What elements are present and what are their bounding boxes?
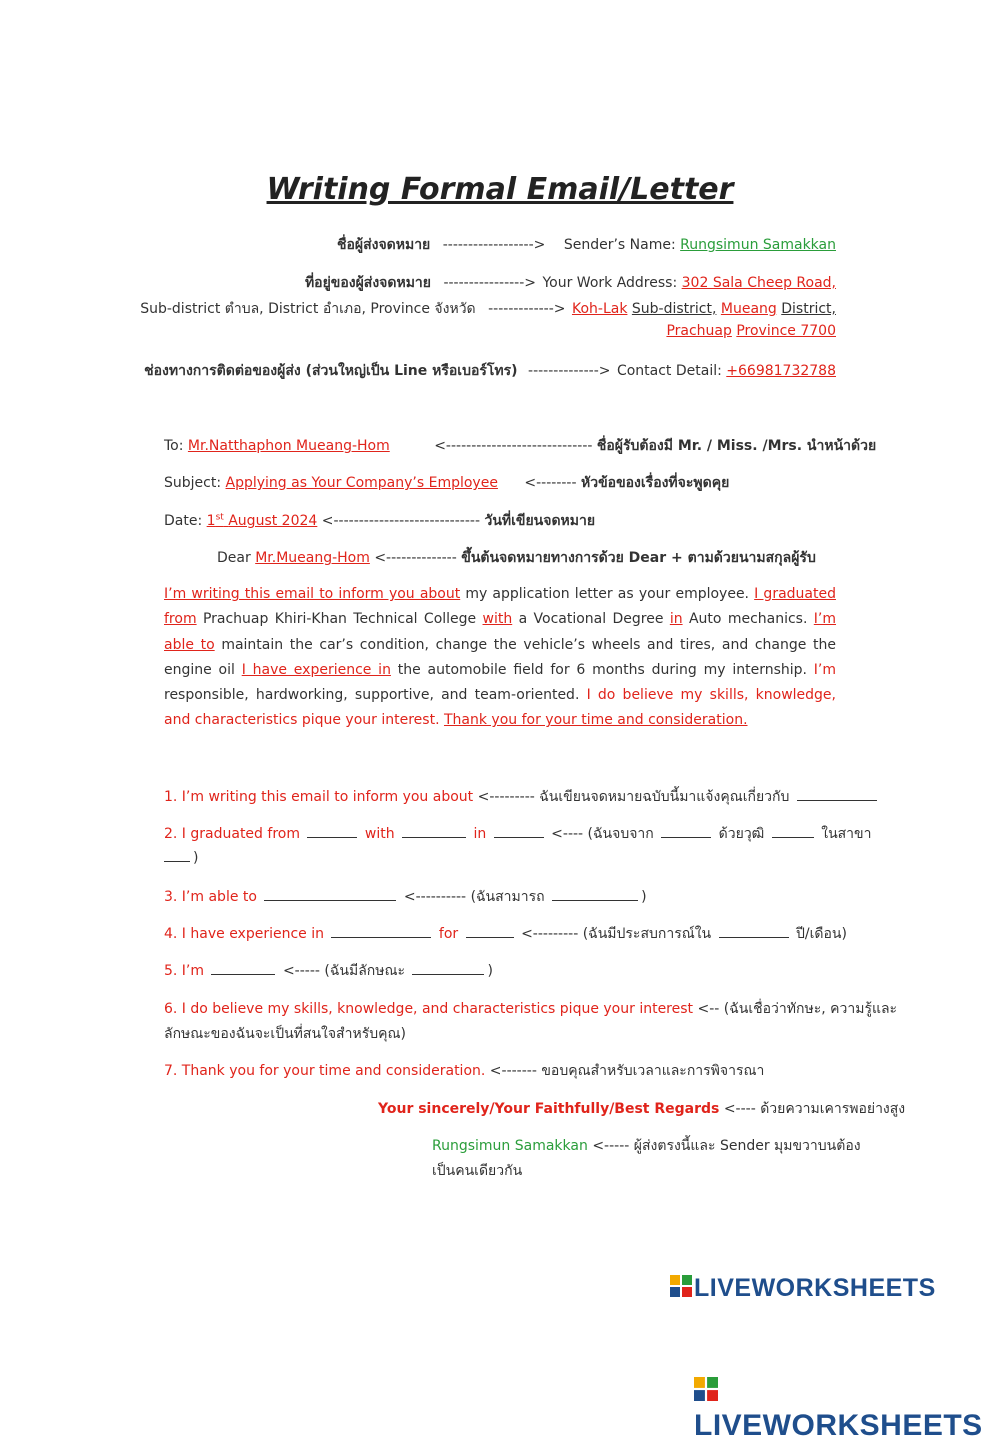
phrase-th: (ฉันมีลักษณะ	[324, 963, 405, 979]
sender-address-line-3	[666, 323, 836, 339]
phrase-th: (ฉันสามารถ	[470, 889, 545, 905]
answer-blank[interactable]	[661, 825, 711, 838]
phrase-en: 2. I graduated from	[164, 826, 300, 842]
date-value: 1st August 2024	[206, 512, 318, 529]
key-phrase-2: I graduated from	[164, 586, 836, 628]
arrow: ------------->	[488, 301, 566, 317]
arrow: <-----------------------------	[434, 438, 593, 454]
arrow: -------------->	[528, 363, 611, 379]
signature-line-cont	[432, 1160, 522, 1182]
date-line	[164, 510, 595, 532]
logo-icon	[670, 1275, 692, 1304]
signature-line	[432, 1135, 861, 1157]
phrase-th: ในสาขา	[821, 826, 872, 842]
sender-contact-value: +66981732788	[726, 363, 836, 379]
phrase-item-7	[164, 1060, 764, 1082]
answer-blank[interactable]	[494, 825, 544, 838]
answer-blank[interactable]	[402, 825, 466, 838]
arrow: ---------------->	[443, 275, 537, 291]
date-label: Date:	[164, 513, 203, 529]
subdistrict-label: Sub-district,	[631, 301, 717, 317]
logo-icon	[694, 1375, 718, 1409]
answer-blank[interactable]	[797, 788, 877, 801]
phrase-th: ด้วยวุฒิ	[718, 826, 765, 842]
body-text: maintain the car’s condition, change the vehicle’s wheels and tires, and change the engine oil	[164, 636, 836, 678]
phrase-item-2-cont	[164, 849, 198, 866]
arrow: <-------	[489, 1063, 537, 1079]
dear-line	[217, 547, 816, 569]
district-label: District,	[781, 301, 836, 317]
body-text: a Vocational Degree	[512, 611, 670, 628]
answer-blank[interactable]	[719, 925, 789, 938]
answer-blank[interactable]	[552, 888, 638, 901]
phrase-en: 1. I’m writing this email to inform you about	[164, 789, 474, 805]
letter-body	[164, 582, 836, 734]
body-text: the automobile field for 6 months during my internship.	[390, 661, 814, 678]
subject-label: Subject:	[164, 475, 222, 491]
district-name: Mueang	[720, 301, 777, 317]
arrow: <-----	[592, 1138, 630, 1154]
sender-name-line	[337, 234, 836, 256]
subject-note: หัวข้อของเรื่องที่จะพูดคุย	[581, 475, 730, 491]
phrase-item-4	[164, 923, 847, 945]
phrase-en: 4. I have experience in	[164, 926, 324, 942]
key-phrase-7: Thank you for your time and consideration.	[443, 712, 748, 729]
phrase-th: (ฉันมีประสบการณ์ใน	[582, 926, 712, 942]
sender-contact-line	[144, 360, 836, 382]
key-phrase-with: with	[482, 611, 513, 628]
phrase-th: (ฉันเชื่อว่าทักษะ, ความรู้และ	[723, 1001, 898, 1017]
answer-blank[interactable]	[164, 849, 190, 862]
phrase-th: ปี/เดือน)	[796, 926, 847, 942]
phrase-en: 6. I do believe my skills, knowledge, and characteristics pique your interest	[164, 1001, 694, 1017]
sender-address-label-en: Your Work Address:	[542, 275, 678, 291]
logo-text: LIVEWORKSHEETS	[694, 1409, 983, 1443]
sender-address-line-2	[140, 298, 836, 320]
phrase-th: )	[641, 889, 647, 905]
dear-value: Mr.Mueang-Hom	[255, 550, 370, 566]
arrow: <----	[551, 826, 584, 842]
arrow: <---------	[477, 789, 535, 805]
arrow: <----------	[403, 889, 467, 905]
to-line	[164, 435, 876, 457]
body-text: Prachuap Khiri-Khan Technical College	[196, 611, 483, 628]
arrow: <---------	[521, 926, 579, 942]
body-text: responsible, hardworking, supportive, and team-oriented.	[164, 687, 587, 704]
arrow: <-----------------------------	[321, 513, 480, 529]
dear-label: Dear	[217, 550, 251, 566]
phrase-th: )	[193, 850, 199, 866]
phrase-th: )	[487, 963, 493, 979]
logo-text: LIVEWORKSHEETS	[694, 1274, 936, 1302]
arrow: <-----	[282, 963, 320, 979]
subject-line	[164, 472, 729, 494]
sender-contact-label-th: ช่องทางการติดต่อของผู้ส่ง (ส่วนใหญ่เป็น Line หรือเบอร์โทร)	[144, 363, 518, 379]
answer-blank[interactable]	[307, 825, 357, 838]
answer-blank[interactable]	[211, 962, 275, 975]
sender-address-value-1: 302 Sala Cheep Road,	[681, 275, 836, 291]
key-phrase-in: in	[669, 611, 683, 628]
sender-name-value: Rungsimun Samakkan	[680, 237, 836, 253]
arrow: <--------	[524, 475, 577, 491]
phrase-item-6-cont	[164, 1023, 406, 1045]
closing-note: ด้วยความเคารพอย่างสูง	[760, 1101, 906, 1117]
body-text: my application letter as your employee.	[460, 586, 755, 602]
arrow: <--------------	[374, 550, 457, 566]
phrase-en: 5. I’m	[164, 963, 205, 979]
subject-value: Applying as Your Company’s Employee	[225, 475, 498, 491]
sender-name-label-en: Sender’s Name:	[563, 237, 676, 253]
sender-contact-label-en: Contact Detail:	[616, 363, 722, 379]
phrase-en: for	[438, 926, 459, 942]
key-phrase-4: I have experience in	[241, 661, 391, 678]
key-phrase-6: I do believe my skills, knowledge, and characteristics pique your interest.	[164, 687, 836, 729]
closing-line	[378, 1098, 905, 1120]
answer-blank[interactable]	[466, 925, 514, 938]
key-phrase-3: I’m able to	[164, 611, 837, 653]
key-phrase-5: I’m	[813, 661, 836, 678]
subdistrict-name: Koh-Lak	[571, 301, 628, 317]
answer-blank[interactable]	[331, 925, 431, 938]
sender-address-line-1	[305, 272, 836, 294]
phrase-th: ขอบคุณสำหรับเวลาและการพิจารณา	[541, 1063, 765, 1079]
closing-phrase: Your sincerely/Your Faithfully/Best Regards	[378, 1101, 720, 1117]
signature-note: ผู้ส่งตรงนี้และ Sender มุมขวาบนต้อง	[633, 1138, 861, 1154]
phrase-en: in	[473, 826, 487, 842]
body-text: Auto mechanics.	[682, 611, 814, 628]
liveworksheets-logo	[670, 1274, 936, 1304]
phrase-th: ลักษณะของฉันจะเป็นที่สนใจสำหรับคุณ)	[164, 1026, 406, 1042]
phrase-en: with	[364, 826, 395, 842]
arrow: <----	[723, 1101, 756, 1117]
sender-address-hint: Sub-district ตำบล, District อำเภอ, Province จังหวัด	[140, 301, 476, 317]
date-note: วันที่เขียนจดหมาย	[484, 513, 596, 529]
province-label: Province 7700	[736, 323, 836, 339]
phrase-item-1	[164, 786, 880, 808]
phrase-en: 3. I’m able to	[164, 889, 257, 905]
phrase-item-5	[164, 960, 493, 982]
signature-name: Rungsimun Samakkan	[432, 1138, 588, 1154]
phrase-item-3	[164, 886, 647, 908]
phrase-en: 7. Thank you for your time and consideration.	[164, 1063, 486, 1079]
province-name: Prachuap	[666, 323, 732, 339]
arrow: ------------------>	[442, 237, 546, 253]
answer-blank[interactable]	[772, 825, 814, 838]
to-label: To:	[164, 438, 184, 454]
to-note: ชื่อผู้รับต้องมี Mr. / Miss. /Mrs. นำหน้าด้วย	[596, 438, 877, 454]
to-value: Mr.Natthaphon Mueang-Hom	[187, 438, 390, 454]
key-phrase-1: I’m writing this email to inform you about	[164, 586, 461, 602]
phrase-th: (ฉันจบจาก	[587, 826, 654, 842]
page-title: Writing Formal Email/Letter	[266, 172, 734, 207]
signature-note: เป็นคนเดียวกัน	[432, 1163, 523, 1179]
answer-blank[interactable]	[412, 962, 484, 975]
liveworksheets-logo-footer	[694, 1374, 1000, 1443]
dear-note: ขึ้นต้นจดหมายทางการด้วย Dear + ตามด้วยนามสกุลผู้รับ	[461, 550, 816, 566]
phrase-th: ฉันเขียนจดหมายฉบับนี้มาแจ้งคุณเกี่ยวกับ	[539, 789, 790, 805]
phrase-item-2	[164, 823, 871, 845]
arrow: <--	[697, 1001, 720, 1017]
answer-blank[interactable]	[264, 888, 396, 901]
phrase-item-6	[164, 998, 897, 1020]
sender-address-label-th: ที่อยู่ของผู้ส่งจดหมาย	[304, 275, 431, 291]
sender-name-label-th: ชื่อผู้ส่งจดหมาย	[336, 237, 431, 253]
